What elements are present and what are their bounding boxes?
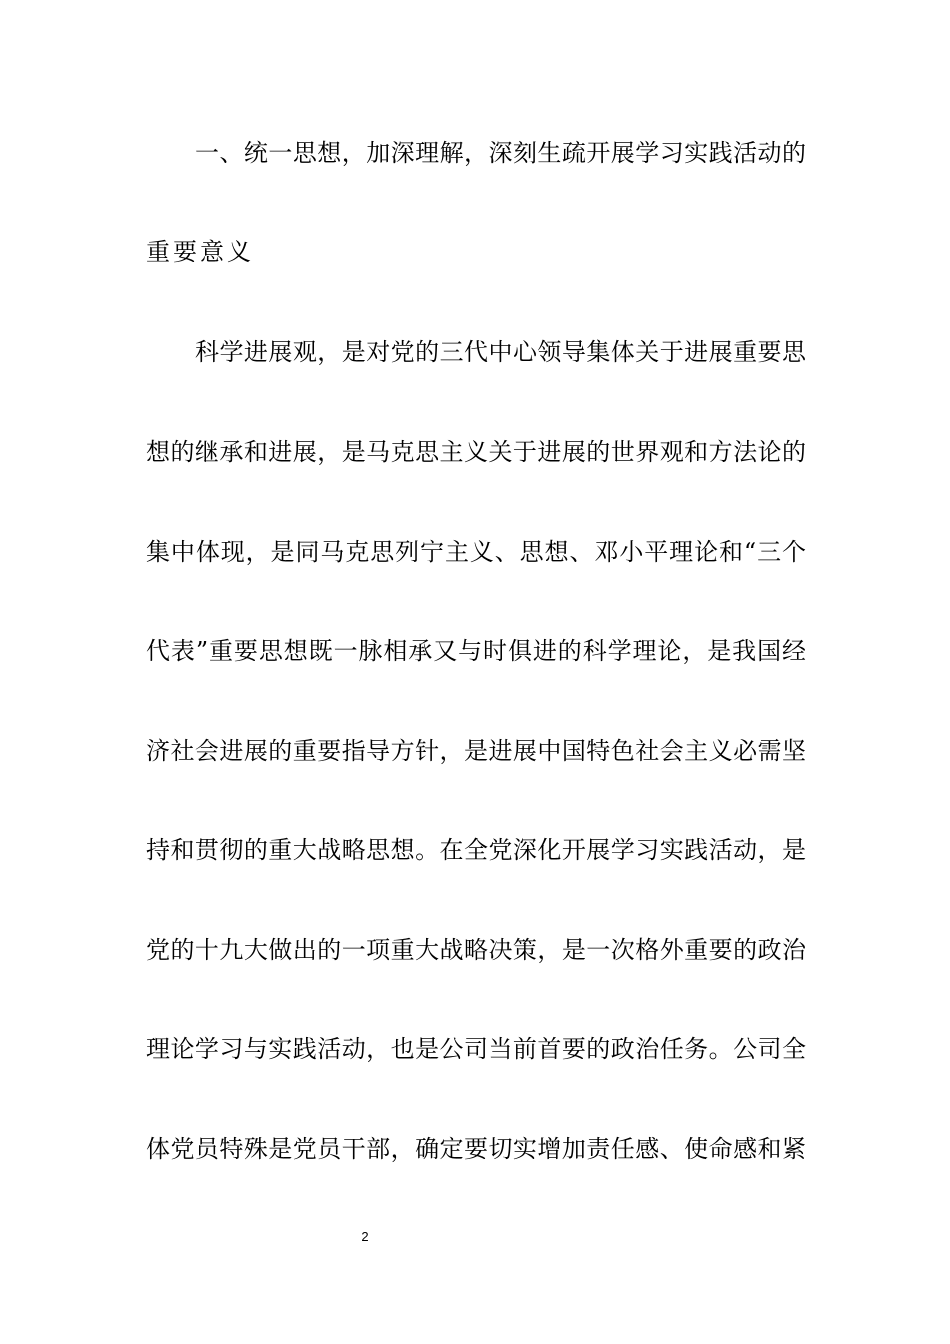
paragraph-line: 集中体现，是同马克思列宁主义、思想、邓小平理论和“三个: [146, 538, 806, 566]
paragraph-line: 持和贯彻的重大战略思想。在全党深化开展学习实践活动，是: [146, 836, 806, 864]
page-number: 2: [361, 1229, 369, 1244]
paragraph-line: 党的十九大做出的一项重大战略决策，是一次格外重要的政治: [146, 936, 806, 964]
section-heading-line-1: 一、统一思想，加深理解，深刻生疏开展学习实践活动的: [195, 139, 806, 167]
paragraph-line: 理论学习与实践活动，也是公司当前首要的政治任务。公司全: [146, 1035, 806, 1063]
paragraph-line: 代表”重要思想既一脉相承又与时俱进的科学理论，是我国经: [146, 637, 806, 665]
section-heading-line-2: 重要意义: [146, 238, 254, 266]
paragraph-line: 科学进展观，是对党的三代中心领导集体关于进展重要思: [195, 338, 806, 366]
paragraph-line: 想的继承和进展，是马克思主义关于进展的世界观和方法论的: [146, 438, 806, 466]
paragraph-line: 体党员特殊是党员干部，确定要切实增加责任感、使命感和紧: [146, 1135, 806, 1163]
paragraph-line: 济社会进展的重要指导方针，是进展中国特色社会主义必需坚: [146, 737, 806, 765]
